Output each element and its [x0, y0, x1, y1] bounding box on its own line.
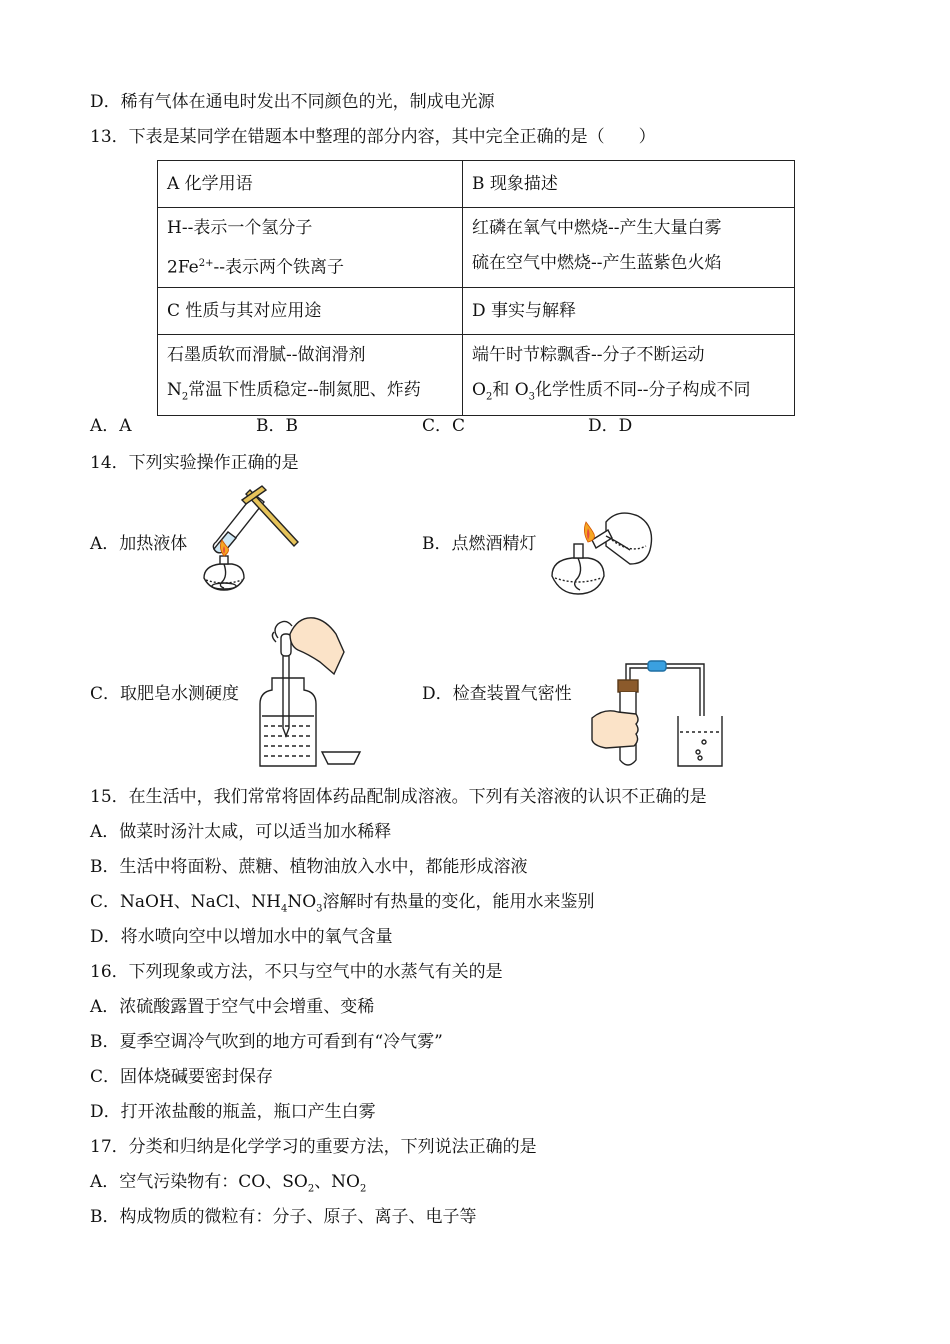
q13-cell-a-body: [158, 208, 463, 288]
q16-stem: 16．下列现象或方法，不只与空气中的水蒸气有关的是: [90, 962, 503, 982]
q13-cell-a-head: A 化学用语: [158, 161, 463, 208]
q13-b-line2: 硫在空气中燃烧--产生蓝紫色火焰: [472, 253, 722, 273]
q13-option-c: C．C: [422, 416, 466, 436]
soap-water-hardness-figure: [254, 612, 366, 770]
q13-cell-d-body: [463, 335, 795, 416]
q13-cell-c-head: C 性质与其对应用途: [158, 288, 463, 335]
q15-option-a: A．做菜时汤汁太咸，可以适当加水稀释: [90, 822, 392, 842]
q13-cell-b-body: [463, 208, 795, 288]
q13-c-line1: 石墨质软而滑腻--做润滑剂: [167, 345, 366, 365]
q12-option-d: D．稀有气体在通电时发出不同颜色的光，制成电光源: [90, 92, 495, 112]
q15-stem: 15．在生活中，我们常常将固体药品配制成溶液。下列有关溶液的认识不正确的是: [90, 787, 707, 807]
q13-stem: 13．下表是某同学在错题本中整理的部分内容，其中完全正确的是（ ）: [90, 127, 656, 147]
q14-option-b-label: B．点燃酒精灯: [422, 534, 537, 554]
q15-option-b: B．生活中将面粉、蔗糖、植物油放入水中，都能形成溶液: [90, 857, 528, 877]
q13-d-line1: 端午时节粽飘香--分子不断运动: [472, 345, 705, 365]
q13-cell-c-body: [158, 335, 463, 416]
q13-cell-b-head: B 现象描述: [463, 161, 795, 208]
q16-option-a: A．浓硫酸露置于空气中会增重、变稀: [90, 997, 375, 1017]
q15-option-d: D．将水喷向空中以增加水中的氧气含量: [90, 927, 393, 947]
q16-option-b: B．夏季空调冷气吹到的地方可看到有“冷气雾”: [90, 1032, 443, 1052]
light-alcohol-lamp-figure: [546, 500, 661, 600]
q14-option-c-label: C．取肥皂水测硬度: [90, 684, 240, 704]
heating-liquid-figure: [198, 486, 303, 601]
q14-stem: 14．下列实验操作正确的是: [90, 453, 299, 473]
q16-option-d: D．打开浓盐酸的瓶盖，瓶口产生白雾: [90, 1102, 376, 1122]
airtightness-check-figure: [588, 656, 728, 770]
q16-option-c: C．固体烧碱要密封保存: [90, 1067, 274, 1087]
q13-table: [157, 160, 795, 416]
q13-option-b: B．B: [256, 416, 298, 436]
q13-a-line1: H--表示一个氢分子: [167, 218, 313, 238]
q13-c-line2: $N_2$常温下性质稳定--制氮肥、炸药: [167, 380, 421, 403]
q14-option-a-label: A．加热液体: [90, 534, 188, 554]
q17-stem: 17．分类和归纳是化学学习的重要方法，下列说法正确的是: [90, 1137, 537, 1157]
q13-option-d: D．D: [588, 416, 633, 436]
q13-b-line1: 红磷在氧气中燃烧--产生大量白雾: [472, 218, 722, 238]
q13-option-a: A．A: [90, 416, 132, 436]
q14-option-d-label: D．检查装置气密性: [422, 684, 572, 704]
q17-option-b: B．构成物质的微粒有：分子、原子、离子、电子等: [90, 1207, 477, 1227]
q13-cell-d-head: D 事实与解释: [463, 288, 795, 335]
q13-d-line2: $O_2$和 $O_3$化学性质不同--分子构成不同: [472, 380, 751, 403]
q15-option-c: C．NaOH、NaCl、$NH_4NO_3$溶解时有热量的变化，能用水来鉴别: [90, 892, 595, 915]
q13-a-line2: $2Fe^{2+}--$表示两个铁离子: [167, 257, 344, 278]
q17-option-a: A．空气污染物有：CO、$SO_2$、$NO_2$: [90, 1172, 367, 1195]
